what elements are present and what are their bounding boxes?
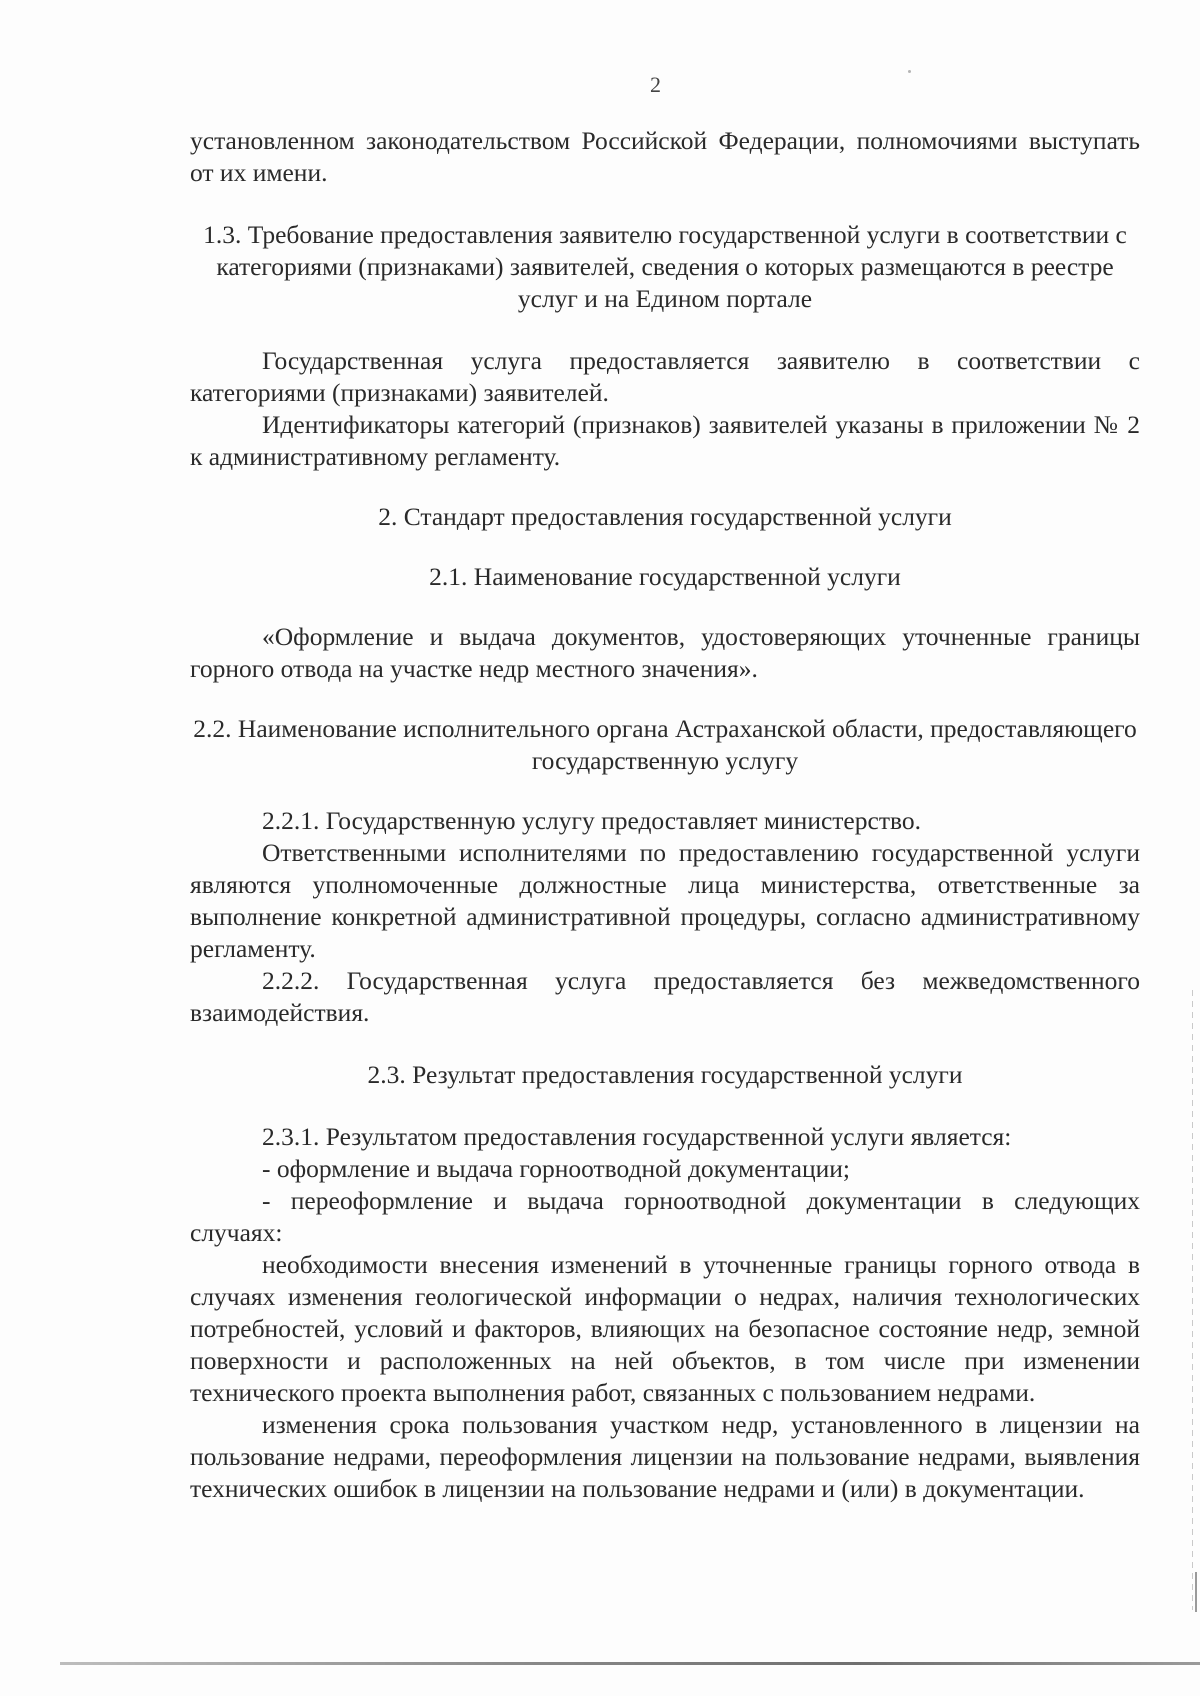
body-paragraph: - оформление и выдача горноотводной документации; [262, 1154, 851, 1183]
scan-speck [908, 70, 911, 73]
paragraph-spacer [190, 777, 1140, 805]
paragraph-spacer [190, 593, 1140, 621]
page-number: 2 [650, 72, 661, 97]
document-body [190, 125, 1140, 1505]
body-paragraph: Ответственными исполнителями по предоставлению государственной услуги являются уполномоченные должностные лица министерства, ответственные за выполнение конкретной административной процедуры, согласно административному регламенту. [190, 838, 1140, 963]
body-paragraph: «Оформление и выдача документов, удостоверяющих уточненные границы горного отвода на участке недр местного значения». [190, 622, 1140, 683]
section-heading: 2.1. Наименование государственной услуги [429, 562, 901, 591]
body-paragraph: Идентификаторы категорий (признаков) заявителей указаны в приложении № 2 к административному регламенту. [190, 410, 1140, 471]
scan-edge-mark [1195, 1572, 1197, 1612]
section-heading: 2. Стандарт предоставления государственной услуги [378, 502, 952, 531]
paragraph-spacer [190, 473, 1140, 501]
body-paragraph: 2.2.2. Государственная услуга предоставляется без межведомственного взаимодействия. [190, 966, 1140, 1027]
section-heading: 1.3. Требование предоставления заявителю государственной услуги в соответствии с категориями (признаками) заявителей, сведения о которых размещаются в реестре услуг и на Едином портале [203, 220, 1127, 313]
paragraph-spacer [190, 533, 1140, 561]
section-heading: 2.3. Результат предоставления государственной услуги [367, 1060, 963, 1089]
scan-edge-artifact [1192, 990, 1193, 1610]
body-paragraph: установленном законодательством Российской Федерации, полномочиями выступать от их имени. [190, 126, 1140, 187]
body-paragraph: 2.2.1. Государственную услугу предоставляет министерство. [262, 806, 921, 835]
paragraph-spacer [190, 685, 1140, 713]
body-paragraph: 2.3.1. Результатом предоставления государственной услуги является: [262, 1122, 1012, 1151]
body-paragraph: изменения срока пользования участком недр, установленного в лицензии на пользование недрами, переоформления лицензии на пользование недрами, выявления технических ошибок в лицензии на пользование недрами и (или) в документации. [190, 1410, 1140, 1503]
paragraph-spacer [190, 1091, 1140, 1121]
body-paragraph: необходимости внесения изменений в уточненные границы горного отвода в случаях изменения геологической информации о недрах, наличия технологических потребностей, условий и факторов, влияющих на безопасное состояние недр, земной поверхности и расположенных на ней объектов, в том числе при изменении технического проекта выполнения работ, связанных с пользованием недрами. [190, 1250, 1140, 1407]
body-paragraph: Государственная услуга предоставляется заявителю в соответствии с категориями (признаками) заявителей. [190, 346, 1140, 407]
section-heading: 2.2. Наименование исполнительного органа Астраханской области, предоставляющего государственную услугу [193, 714, 1137, 775]
paragraph-spacer [190, 1029, 1140, 1059]
paragraph-spacer [190, 315, 1140, 345]
body-paragraph: - переоформление и выдача горноотводной документации в следующих случаях: [190, 1186, 1140, 1247]
paragraph-spacer [190, 189, 1140, 219]
scan-bottom-edge [60, 1662, 1200, 1665]
